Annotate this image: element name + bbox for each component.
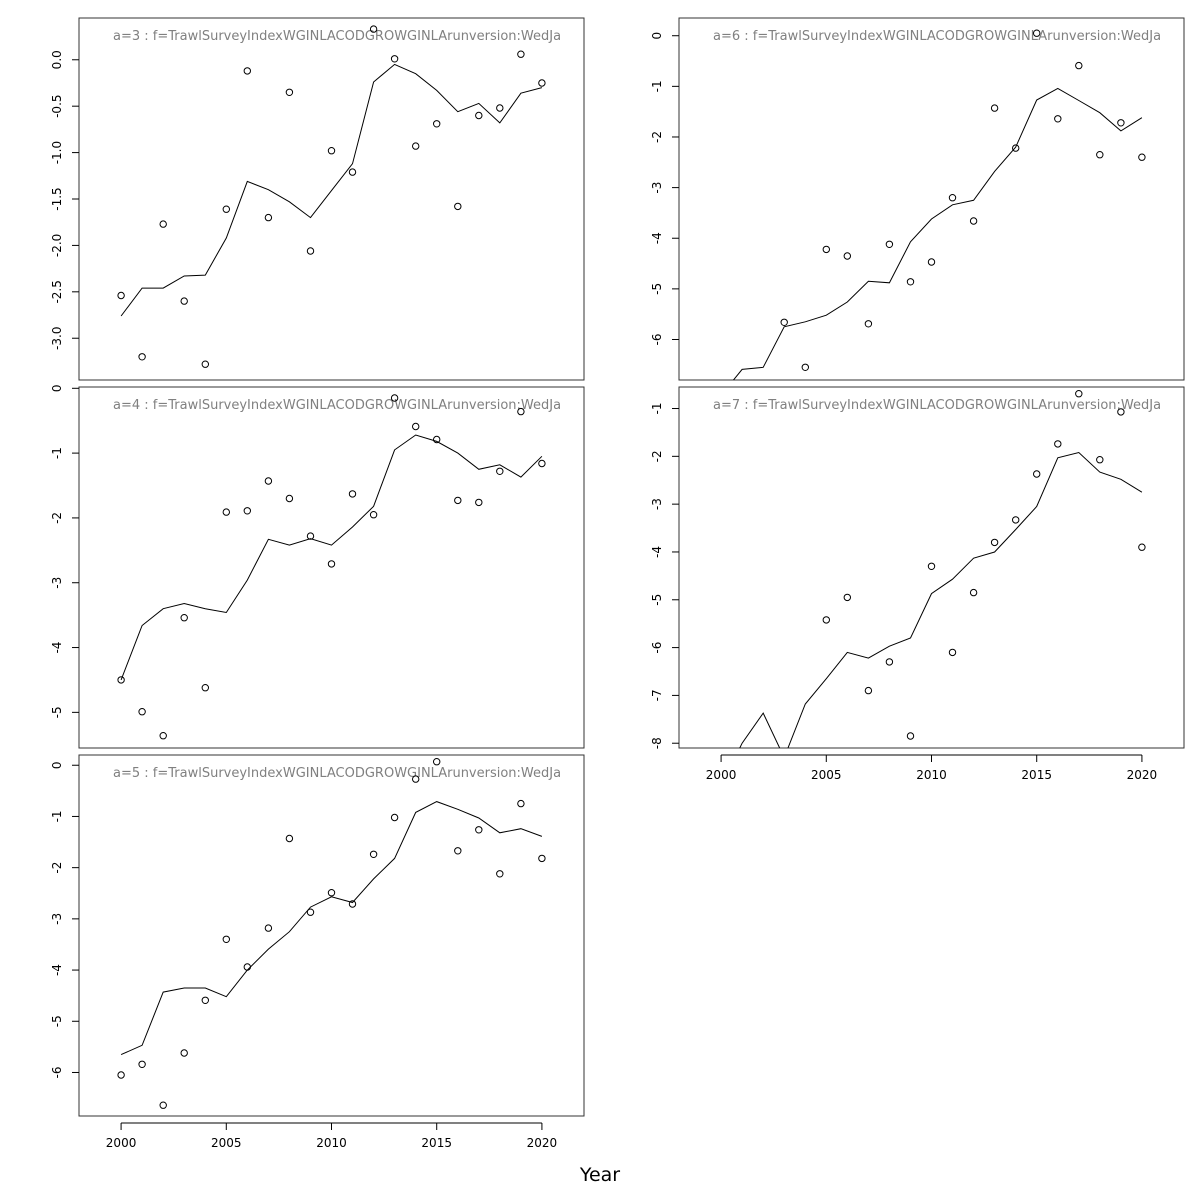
y-tick-label: -2 [50, 861, 64, 874]
data-point [476, 112, 482, 118]
data-point [455, 203, 461, 209]
y-tick-label: -1 [650, 80, 664, 93]
x-tick-label: 2015 [1021, 768, 1052, 782]
data-point [781, 778, 787, 784]
data-point [223, 936, 229, 942]
y-tick-label: -1 [650, 402, 664, 415]
data-point [160, 1102, 166, 1108]
y-tick-label: -1.5 [50, 187, 64, 211]
data-point [1097, 457, 1103, 463]
data-point [476, 827, 482, 833]
y-tick-label: -0.5 [50, 94, 64, 118]
data-point [949, 649, 955, 655]
data-point [518, 51, 524, 57]
data-point [139, 709, 145, 715]
fitted-line [121, 802, 542, 1055]
data-point [886, 659, 892, 665]
data-point [928, 259, 934, 265]
y-tick-label: 0 [50, 761, 64, 770]
data-point [844, 253, 850, 259]
data-point [802, 364, 808, 370]
data-point [1076, 391, 1082, 397]
data-point [1013, 517, 1019, 523]
y-tick-label: -5 [50, 706, 64, 719]
data-point [539, 80, 545, 86]
data-point [928, 563, 934, 569]
y-tick-label: -3 [650, 498, 664, 511]
chart-panel-5 [650, 387, 1184, 786]
y-tick-label: -2 [650, 450, 664, 463]
x-axis-label: Year [579, 1164, 621, 1186]
panel-title: a=5 : f=TrawlSurveyIndexWGINLACODGROWGINLArunversion:WedJa [113, 766, 562, 781]
data-point [865, 687, 871, 693]
data-point [286, 89, 292, 95]
data-point [181, 615, 187, 621]
data-point [907, 733, 913, 739]
data-point [370, 512, 376, 518]
data-point [907, 279, 913, 285]
data-point [781, 319, 787, 325]
y-tick-label: -5 [650, 593, 664, 606]
data-point [823, 617, 829, 623]
data-point [328, 148, 334, 154]
data-point [1139, 544, 1145, 550]
data-point [455, 497, 461, 503]
y-tick-label: -2 [50, 511, 64, 524]
data-point [970, 589, 976, 595]
data-point [139, 354, 145, 360]
data-point [886, 241, 892, 247]
data-point [865, 321, 871, 327]
y-tick-label: -6 [50, 1066, 64, 1079]
data-point [202, 361, 208, 367]
plot-frame [79, 755, 584, 1116]
data-point [202, 685, 208, 691]
data-point [139, 1061, 145, 1067]
data-point [265, 214, 271, 220]
chart-panel-3 [50, 755, 584, 1150]
y-tick-label: -1 [50, 810, 64, 823]
chart-panel-2 [50, 384, 584, 748]
panel-title: a=3 : f=TrawlSurveyIndexWGINLACODGROWGINLArunversion:WedJa [113, 29, 562, 44]
data-point [413, 143, 419, 149]
data-point [1097, 152, 1103, 158]
x-tick-label: 2020 [526, 1136, 558, 1150]
plot-frame [679, 387, 1184, 748]
y-tick-label: -7 [650, 689, 664, 702]
x-tick-label: 2005 [211, 1136, 242, 1150]
data-point [539, 460, 545, 466]
y-tick-label: 0.0 [50, 50, 64, 70]
fitted-line [721, 88, 1142, 395]
fitted-line [121, 435, 542, 680]
data-point [286, 495, 292, 501]
data-point [413, 423, 419, 429]
data-point [991, 539, 997, 545]
data-point [718, 387, 724, 393]
data-point [349, 169, 355, 175]
data-point [118, 1072, 124, 1078]
y-tick-label: -1 [50, 447, 64, 460]
data-point [370, 851, 376, 857]
data-point [497, 105, 503, 111]
data-point [328, 561, 334, 567]
y-tick-label: -2.5 [50, 280, 64, 304]
y-tick-label: -8 [650, 737, 664, 750]
y-tick-label: 0 [50, 384, 64, 393]
y-tick-label: -2 [650, 130, 664, 143]
y-tick-label: -4 [650, 545, 664, 558]
data-point [349, 491, 355, 497]
data-point [497, 871, 503, 877]
data-point [202, 997, 208, 1003]
data-point [434, 121, 440, 127]
data-point [391, 56, 397, 62]
y-tick-label: -2.0 [50, 233, 64, 258]
data-point [518, 800, 524, 806]
data-point [434, 759, 440, 765]
x-tick-label: 2010 [316, 1136, 347, 1150]
data-point [1055, 441, 1061, 447]
y-tick-label: -6 [650, 641, 664, 654]
plot-frame [679, 18, 1184, 380]
panel-title: a=7 : f=TrawlSurveyIndexWGINLACODGROWGINLArunversion:WedJa [713, 398, 1162, 413]
data-point [181, 1050, 187, 1056]
data-point [265, 478, 271, 484]
data-point [244, 68, 250, 74]
data-point [160, 733, 166, 739]
data-point [949, 195, 955, 201]
data-point [1139, 154, 1145, 160]
y-tick-label: 0 [650, 31, 664, 40]
data-point [160, 221, 166, 227]
chart-panel-4 [650, 18, 1184, 408]
data-point [391, 814, 397, 820]
data-point [118, 292, 124, 298]
y-tick-label: -4 [650, 232, 664, 245]
x-tick-label: 2000 [105, 1136, 137, 1150]
x-tick-label: 2000 [705, 768, 737, 782]
plot-frame [79, 18, 584, 380]
data-point [497, 468, 503, 474]
data-point [476, 499, 482, 505]
data-point [307, 248, 313, 254]
fitted-line [121, 64, 542, 316]
data-point [539, 855, 545, 861]
y-tick-label: -5 [650, 282, 664, 295]
y-tick-label: -3 [50, 912, 64, 925]
y-tick-label: -4 [50, 964, 64, 977]
y-tick-label: -6 [650, 333, 664, 346]
y-tick-label: -5 [50, 1015, 64, 1028]
data-point [991, 105, 997, 111]
data-point [244, 964, 250, 970]
data-point [286, 835, 292, 841]
y-tick-label: -1.0 [50, 140, 64, 165]
data-point [844, 594, 850, 600]
panel-title: a=6 : f=TrawlSurveyIndexWGINLACODGROWGINLArunversion:WedJa [713, 29, 1162, 44]
data-point [1055, 116, 1061, 122]
fitted-line [721, 453, 1142, 787]
data-point [265, 925, 271, 931]
data-point [802, 769, 808, 775]
y-tick-label: -3.0 [50, 326, 64, 350]
x-tick-label: 2020 [1126, 768, 1158, 782]
data-point [328, 890, 334, 896]
y-tick-label: -3 [50, 576, 64, 589]
panel-title: a=4 : f=TrawlSurveyIndexWGINLACODGROWGINLArunversion:WedJa [113, 398, 562, 413]
data-point [970, 218, 976, 224]
data-point [1118, 120, 1124, 126]
y-tick-label: -3 [650, 181, 664, 194]
data-point [1034, 471, 1040, 477]
y-tick-label: -4 [50, 641, 64, 654]
chart-panel-1 [50, 18, 584, 380]
data-point [223, 509, 229, 515]
x-tick-label: 2015 [421, 1136, 452, 1150]
data-point [181, 298, 187, 304]
data-point [739, 769, 745, 775]
data-point [244, 508, 250, 514]
data-point [223, 206, 229, 212]
x-tick-label: 2005 [811, 768, 842, 782]
data-point [455, 848, 461, 854]
data-point [1076, 62, 1082, 68]
x-tick-label: 2010 [916, 768, 947, 782]
data-point [823, 246, 829, 252]
data-point [760, 774, 766, 780]
